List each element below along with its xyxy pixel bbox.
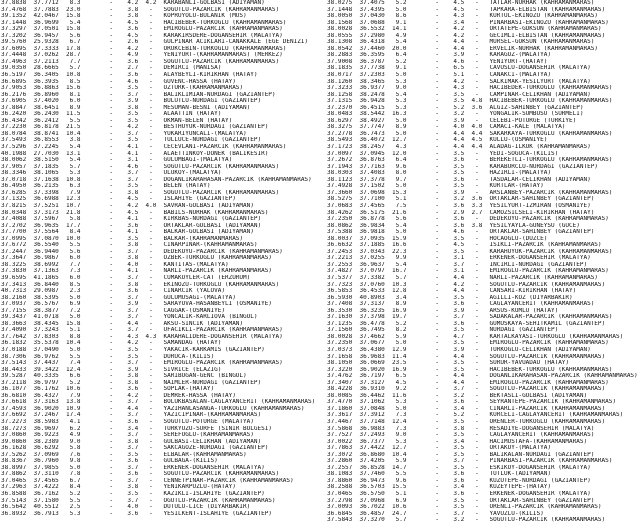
quake-row: 37.0995 37.0870 10.0 - 3.5 - BALKAR-(KAHRAMANMARAS) <box>1 235 244 242</box>
quake-row: 37.5843 37.3270 5.7 - 3.2 - SOGUTLU-PAZARCIK (KAHRAMANMARAS) <box>327 517 606 524</box>
quake-row: 37.4768 37.7883 23.0 - 3.8 - SOGUTLU-PAZARCIK (KAHRAMANMARAS) <box>1 6 280 13</box>
quake-row: 37.4467 37.7148 12.4 - 3.5 - ORENLER-TURKOGLU (KAHRAMANMARAS) <box>327 419 606 425</box>
quake-row: 37.1448 37.4395 5.0 - 4.5 - TAPKARA-ELBISTAN (KAHRAMANMARAS) <box>327 6 606 13</box>
quake-row: 37.0373 36.4380 12.9 - 3.9 - TURKOGLU-CELIKHAN (ADIYAMAN) <box>327 346 591 353</box>
quake-row: 37.5143 37.1580 5.5 - 3.7 - OGUTLU-PAZARCIK (KAHRAMANMARAS) <box>1 497 276 504</box>
quake-row: 37.1943 37.7163 9.6 - 3.5 - KARABURCLU-NURDAGI (GAZIANTEP) <box>327 163 598 170</box>
quake-row: 39.3437 41.0718 5.0 - 3.7 - YONCALIK-KARLIOVA (BINGOL) <box>1 314 258 321</box>
quake-row: 37.9053 36.8863 15.6 - 3.5 - OZTURK-(KAHRAMANMARAS) <box>1 85 244 92</box>
quake-row: 37.7408 37.3137 8.9 - 3.6 - CAGLAYANCERIT (KAHRAMANMARAS) <box>327 301 595 308</box>
quake-row: 37.0097 37.0945 12.0 - 3.5 - YEDI-SOGUCA-(KILIS) <box>327 150 559 157</box>
right-quake-list <box>327 0 639 532</box>
quake-row: 37.2350 37.0677 5.0 - 3.5 - EMIROGLU-PAZARCIK (KAHRAMANMARAS) <box>327 340 609 347</box>
quake-row: 38.0717 37.2303 5.0 - 5.1 - CANAKCI-(MALATYA) <box>327 72 551 79</box>
quake-row: 37.5377 37.3382 5.7 - 4.4 - NARLI-PAZARCIK (KAHRAMANMARAS) <box>327 274 598 281</box>
quake-row: 40.1988 27.7030 13.1 - 4.1 - ALAETTINKOY-DONEK (BALIKESIR) <box>1 150 269 157</box>
quake-row: 37.5262 37.0969 7.6 - 3.5 - ELBALAR-(KAHRAMANMARAS) <box>1 451 247 458</box>
quake-row: 38.2883 36.3595 6.4 - 3.9 - KARAGOZ-(MALATYA) <box>327 52 551 59</box>
quake-row: 36.1832 35.5378 10.4 - 4.2 - SAMANDAG (HATAY) <box>1 340 222 347</box>
quake-row: 37.0718 37.1638 10.8 - 3.7 - DOGANLIKARAHASAN-PAZARCIK (KAHRAMANMARAS) <box>1 176 312 183</box>
quake-row: 38.8997 37.9855 5.0 - 3.7 - ERKENEK-DOGANSEHIR (MALATYA) <box>1 464 265 471</box>
quake-row: 37.2963 37.4222 8.4 - 3.8 - YENIKARPUZLU-(HATAY) <box>1 484 236 491</box>
quake-row: 38.0348 37.3173 21.8 - 4.5 - BABILS-NURHAK (KAHRAMANMARAS) <box>1 209 269 216</box>
quake-row: 37.2778 36.7473 5.0 - 4.4 4.4 SAKARKAYA-TURKOGLU (KAHRAMANMARAS) <box>327 130 613 137</box>
quake-row: 38.0028 36.5532 14.1 - 4.2 - ORTATEPE-GOKSUN (KAHRAMANMARAS) <box>327 26 602 33</box>
quake-row: 38.1123 37.3778 9.7 - 3.6 - TASDALAR-CELIKHAN (ADIYAMAN) <box>327 176 591 183</box>
quake-row: 37.0022 36.7377 5.3 - 3.4 - HACIMUSTAFA-(KAHRAMANMARAS) <box>327 438 588 445</box>
quake-row: 36.5930 40.8903 3.4 - 3.5 - AGILLI-KOZ (DIYARBAKIR) <box>327 294 573 301</box>
quake-row: 37.4090 37.3243 5.1 - 3.7 - UFACIKLI-PAZARCIK (KAHRAMANMARAS) <box>1 327 283 334</box>
quake-row: 37.3072 36.8680 10.4 - 3.5 - BALIKALAN-NURDAGI (GAZIANTEP) <box>327 451 595 458</box>
quake-row: 37.4593 36.9020 10.9 - 4.4 - YAZIHANLASANGA-TURKOGLU (KAHRAMANMARAS) <box>1 405 305 412</box>
quake-row: 38.7273 36.9697 6.2 - 3.4 - TURKYUZU-SURFE (SINIR BOLGESI) <box>1 425 272 432</box>
quake-row: 36.2420 36.2430 11.5 - 3.5 - ALAATTIN (HATAY) <box>1 111 222 118</box>
quake-row: 37.7323 37.0760 10.3 - 4.2 - SOGUTLU-PAZARCIK (KAHRAMANMARAS) <box>327 281 606 288</box>
quake-row: 37.8847 38.6451 8.9 - 3.8 - MESUMAN-BESNI (ADIYAMAN) <box>1 104 251 111</box>
quake-row: 37.1658 36.9683 11.4 - 4.4 - SOGUTLU-PAZARCIK (KAHRAMANMARAS) <box>327 353 606 360</box>
quake-row: 37.3202 36.9457 5.6 - 4.5 - KARAKIRSDERE-DOGANSEHIR (MALATYA) <box>1 32 283 39</box>
quake-row: 37.1315 36.9428 5.3 - 3.5 4.8 HACIBEBEK-TURKOGLU (KAHRAMANMARAS) <box>327 98 613 105</box>
quake-row: 37.8862 37.3110 7.8 - 3.6 - SOGUTLU-PAZARCIK (KAHRAMANMARAS) <box>1 471 280 478</box>
quake-row: 38.4433 39.3422 12.4 - 3.9 - SIVRICE (ELAZIG) <box>1 366 222 373</box>
quake-row: 36.1628 36.6292 5.8 - 3.7 - SAKCAGOZE-NURDAGI (GAZIANTEP) <box>1 445 269 452</box>
quake-row: 37.7527 37.2493 9.0 - 3.5 - CAGLAYANCERIT (KAHRAMANMARAS) <box>327 432 595 439</box>
quake-row: 37.3413 36.8440 8.5 - 3.8 - EKINOZU-TURKOGLU (KAHRAMANMARAS) <box>1 281 280 288</box>
quake-row: 37.0093 36.7022 10.6 - 3.5 - ORENLI-PAZARCIK (KAHRAMANMARAS) <box>327 504 602 511</box>
quake-row: 36.8588 36.7162 5.2 - 3.5 - KAZIKLI-ISLAHIYE (GAZIANTEP) <box>1 491 265 498</box>
quake-row: 36.6895 36.3935 8.5 - 4.6 - GUVENC-HASSA (HATAY) <box>1 78 236 85</box>
quake-row: 36.4950 36.2135 6.3 - 3.5 - BELEN (HATAY) <box>1 183 211 190</box>
quake-row: 36.2176 36.8960 8.1 - 3.7 - BALIKLIMIAN-NURDAGI (GAZIANTEP) <box>1 91 276 98</box>
quake-row: 38.0303 37.4083 8.0 - 3.5 - HAZIRLI-(MALATYA) <box>327 170 551 177</box>
quake-row: 38.2588 36.5703 15.5 - 3.4 - KUZEYTEPE-(HATAY) <box>327 484 551 491</box>
quake-row: 37.5493 36.8553 3.8 - 3.5 - TULLUCE-NURDAGI (GAZIANTEP) <box>1 137 262 144</box>
quake-row: 39.1352 42.0467 15.8 - 3.8 - KOPRUYOLU-BULANIK (MUS) <box>1 13 247 20</box>
quake-row: 37.4770 37.1062 5.3 - 3.6 - SEYRANTEPE-PAZARCIK (KAHRAMANMARAS) <box>327 399 616 406</box>
quake-row: 37.2213 37.0255 9.9 - 3.1 - ERKENEK-DOGANSEHIR (MALATYA) <box>327 255 591 262</box>
quake-row: 38.3663 38.4345 15.8 - 4.4 - AKSU-SINCIK (ADIYAMAN) <box>1 320 244 327</box>
quake-row: 36.3530 36.3235 16.9 - 3.9 - ARSUS-KUMLU (HATAY) <box>327 307 559 314</box>
quake-row: 38.2160 38.5395 5.0 - 3.7 - GULUMUSAGI-(MALATYA) <box>1 294 236 301</box>
quake-row: 37.5868 36.9883 7.3 - 3.8 - RESADIYE-DOGANSEHIR (MALATYA) <box>327 425 595 432</box>
quake-row: 37.5296 37.2245 5.4 - 4.1 - CECEVLANI-PAZARCIK (KAHRAMANMARAS) <box>1 144 287 151</box>
quake-row: 38.1568 37.0688 9.1 - 3.4 - PINARBASI-EKINOZU (KAHRAMANMARAS) <box>327 19 609 26</box>
quake-row: 37.1630 37.3798 19.7 - 3.7 - SADAKALAR-PAZARCIK (KAHRAMANMARAS) <box>327 314 613 321</box>
quake-row: 38.8367 36.7960 9.8 - 3.6 - GULBAGA-(KILIS) <box>1 458 218 465</box>
quake-row: 37.2118 36.9797 5.2 - 3.8 - NAIMLER-NURDAGI (GAZIANTEP) <box>1 379 262 386</box>
quake-row: 37.4827 37.0797 16.7 - 3.1 - EMIROGLU-PAZARCIK (KAHRAMANMARAS) <box>327 268 609 275</box>
quake-row: 37.3220 36.9020 16.9 - 3.5 - HACIBEBEK-TURKOGLU (KAHRAMANMARAS) <box>327 366 613 373</box>
quake-row: 37.6618 37.3163 13.8 - 3.7 - BOLUKBASALAN-CAGLAYANCERIT (KAHRAMANMARAS) <box>1 399 316 406</box>
quake-row: 37.1560 36.7495 8.2 - 3.5 - NURDAGI (GAZIANTEP) <box>327 327 559 334</box>
quake-row: 37.5143 37.4437 7.4 - 3.7 - EMIROGLU-PAZARCIK (KAHRAMANMARAS) <box>1 360 283 367</box>
quake-row: 37.0860 36.9223 4.9 - 3.7 - SEREFOGLU-(KAHRAMANMARAS) <box>1 432 254 439</box>
quake-row: 36.8932 36.7913 5.3 - 3.6 - YESILKENT-ISLAHIYE (GAZIANTEP) <box>1 510 272 517</box>
quake-row: 40.7313 29.0987 2.3 - 3.6 - CINARCIK (YALOVA) <box>1 288 225 295</box>
quake-row: 38.0542 37.4460 20.0 - 4.4 - ERVELIK-NURHAK (KAHRAMANMARAS) <box>327 45 598 52</box>
quake-row: 37.0683 37.4565 7.5 - 3.6 3.3 YESILYURT-IZMIRAN (OSMANIYE) <box>327 202 591 209</box>
quake-row: 38.7306 36.9762 5.5 - 3.5 - DURUCA-(KILIS) <box>1 353 215 360</box>
quake-row: 37.0465 37.4565 6.7 - 3.7 - CENNETPINAR-PAZARCIK (KAHRAMANMARAS) <box>1 477 294 484</box>
quake-row: 37.9057 37.1835 5.7 - 4.6 - SOGUTLU-PAZARCIK (KAHRAMANMARAS) <box>1 163 280 170</box>
quake-row: 37.3617 37.3912 7.3 - 5.2 - KURCELI-CAGLAYANCERIT (KAHRAMANMARAS) <box>327 412 624 419</box>
quake-row: 38.0483 38.5442 16.3 - 3.2 - YONGALIK-SUMBUSU (SURMELI) <box>327 111 584 118</box>
quake-row: 37.0465 36.5750 5.1 - 3.6 - ERKENEK-DOGANSEHIR (MALATYA) <box>327 491 591 498</box>
quake-row: 37.4762 36.7197 6.5 - 4.4 - DOGANLIKARAHASAN-PAZARCIK (KAHRAMANMARAS) <box>327 373 638 380</box>
quake-row: 38.5493 36.4072 12.7 - 4.4 4.5 KULLU-(OSMANIYE) <box>327 137 548 144</box>
quake-row: 37.6692 37.2467 17.4 - 3.7 - YAZICIPINAR-(KAHRAMANMARAS) <box>1 412 262 419</box>
quake-row: 38.4262 36.5175 21.6 - 2.9 2.7 CAMOZSILSELI-KIRIKHAN (HATAY) <box>327 209 595 216</box>
quake-row: 38.0275 37.4075 5.2 - 4.5 - TATLAR-NURHAK (KAHRAMANMARAS) <box>327 0 595 6</box>
quake-row: 38.3275 37.7747 8.9 - 4.0 4.0 CAMACI-KALE (MALATYA) <box>327 124 566 131</box>
quake-row: 38.1308 36.4318 5.4 - 4.4 - MURSEL-GOKSUN (KAHRAMANMARAS) <box>327 39 595 46</box>
quake-row: 38.4228 36.9310 9.2 - 3.7 - SOGUTLU-PAZARCIK (KAHRAMANMARAS) <box>327 386 606 393</box>
quake-row: 37.7642 37.8303 8.8 - 4.3 4.3 KARAHALIDERE-DOGANSEHIR (MALATYA) <box>1 333 283 340</box>
quake-row: 37.9008 36.3787 5.2 - 4.6 - YENIYURT-(HATAY) <box>327 58 548 65</box>
quake-row: 37.3233 36.9377 9.0 - 4.3 - HACIBEDEK-TURKOGLU (KAHRAMANMARAS) <box>327 85 613 92</box>
quake-row: 37.8860 36.9473 9.6 - 3.6 - KUZUTEPE-NURDAGI (GAZIANTEP) <box>327 477 591 484</box>
quake-row: 36.5197 36.3405 10.8 - 3.6 - ALAYBEYLI-KIRIKHAN (HATAY) <box>1 72 258 79</box>
quake-row: 36.5642 40.5512 2.5 - 4.0 - DUTULU-LICE (DIYARBAKIR) <box>1 504 251 511</box>
quake-row: 38.3346 38.1065 5.3 - 3.7 - ULUKOY-(MALATYA) <box>1 170 222 177</box>
quake-row: 38.3225 38.6992 7.7 - 4.0 - KANTITAS-(MALATYA) <box>1 261 229 268</box>
quake-row: 39.5287 40.3335 6.6 - 3.8 - SARIBOGAN-GENC (BINGOL) <box>1 373 247 380</box>
quake-row: 37.6285 37.3398 7.9 - 3.8 - SOGUTLU-PAZARCIK (KAHRAMANMARAS) <box>1 189 280 196</box>
quake-row: 36.6632 37.1885 16.6 - 4.5 - ISIKLI-PAZARCIK (KAHRAMANMARAS) <box>327 242 602 249</box>
quake-row: 38.0050 37.0430 8.6 - 4.3 - KURTUL-EKINOZU (KAHRAMANMARAS) <box>327 13 598 20</box>
quake-row: 37.2860 37.4205 5.9 - 3.7 - PINARBASI-PAZARCIK (KAHRAMANMARAS) <box>327 458 613 465</box>
quake-row: 37.3297 37.0501 15.8 - 3.6 - EMIROGLU-PAZARCIK (KAHRAMANMARAS) <box>1 26 283 33</box>
quake-row: 38.0062 38.5150 5.4 - 3.1 - GULUMBAGI-(MALATYA) <box>1 157 233 164</box>
quake-row: 37.1723 38.2457 4.3 - 4.4 4.4 ALADAG-ILKOK (KAHRAMANMARAS) <box>327 144 591 151</box>
quake-row: 38.0037 37.0935 15.9 - 3.5 - HOCAOGLU-(DUZCE) <box>327 235 548 242</box>
quake-row: 37.2447 36.9440 5.6 - 3.7 - DEDEKOYU-PAZARCIK (KAHRAMANMARAS) <box>1 248 283 255</box>
quake-row: 38.1050 36.0669 23.5 - 3.5 - SURUR-YAVUADAU (HATAY) <box>327 360 570 367</box>
quake-row: 36.4342 36.2412 5.5 - 3.5 - OKMAN-BELEN (HATAY) <box>1 117 233 124</box>
quake-row: 38.1258 38.2478 5.4 - 3.5 - CAMPINAR-CELIKHAN (ADIYAMAN) <box>327 91 591 98</box>
quake-row: 37.6772 36.5540 5.5 - 3.8 - CINARPINAR-(KAHRAMANMARAS) <box>1 242 258 249</box>
quake-row: 39.5760 25.9328 6.7 - 2.6 - GULPINAR ACIKLARI-CANAKKALE (EGE DENIZI) <box>1 39 309 46</box>
quake-row: 39.0860 38.2389 9.0 - 3.8 - GULBASI-CELIKHAN (ADIYAMAN) <box>1 438 262 445</box>
quake-row: 37.2230 36.8178 21.5 - 4.2 - BESTHUYUK-NURDAGI (GAZIANTEP) <box>1 124 269 131</box>
quake-row: 37.4088 37.5967 5.8 - 4.1 - KIRKBAS-NURDAGI (GAZIANTEP) <box>1 216 262 223</box>
quake-row: 38.5275 37.7100 5.1 - 3.2 3.6 ORTAKLAR-SAHINBEY (GAZIANTEP) <box>327 196 595 203</box>
quake-row: 37.5388 36.9818 5.0 - 4.6 - ORTAKLAR-SAHINBEY (GAZIANTEP) <box>327 229 595 236</box>
quake-row: 38.0028 37.4662 5.9 - 4.7 - KARTALKAYASI-TURKOGLU (KAHRAMANMARAS) <box>327 333 624 340</box>
quake-row: 37.4963 37.2113 7.7 - 3.6 - SOGUTLU-PAZARCIK (KAHRAMANMARAS) <box>1 58 280 65</box>
left-quake-list <box>1 0 319 532</box>
quake-row: 37.7155 38.3877 7.2 - 3.7 - CAGGAK-(OSMANIYE) <box>1 307 225 314</box>
quake-row: 39.6595 41.1865 6.0 - 3.7 - CUMAKOYLER-CAT (ERZURUM) <box>1 274 251 281</box>
quake-row: 37.3830 37.1363 7.3 - 4.1 - NARLI-PAZARCIK (KAHRAMANMARAS) <box>1 268 272 275</box>
quake-row: 37.2798 37.0968 6.9 - 3.5 - ORTAKLAR-SAHINBEY (GAZIANTEP) <box>327 497 595 504</box>
quake-row: 37.8838 37.7712 8.3 - 4.2 4.2 KARABANLI-GOLBASI (ADIYAMAN) <box>1 0 265 6</box>
quake-row: 37.1235 36.4778 5.2 - 3.6 - GUMUSKAYA-SEHITKAMIL (GAZIANTEP) <box>327 320 606 327</box>
quake-row: 37.3407 37.3127 4.5 - 4.4 - EMIROGLU-PAZARCIK (KAHRAMANMARAS) <box>327 379 609 386</box>
quake-row: 37.4448 37.0262 28.7 - 4.9 - YENIYURT-(KAHRAMANMARAS) (MERKEZ) <box>1 52 283 59</box>
quake-row: 36.6845 36.4857 24.7 - 3.7 - YAVUZLU-(KILIS) <box>327 510 544 517</box>
quake-row: 38.1260 38.3465 5.3 - 4.2 - SALKIMAK-YESILYURT (MALATYA) <box>327 78 591 85</box>
quake-row: 37.2553 36.9637 5.4 - 3.7 - INCIRLI-NURDAGI (GAZIANTEP) <box>327 261 588 268</box>
quake-row: 37.4928 37.1502 5.0 - 3.5 - KURTLAR-(HATAY) <box>327 183 544 190</box>
quake-row: 38.0555 37.2980 4.9 - 4.2 - GECIMLI-ELBISTAN (KAHRAMANMARAS) <box>327 32 606 39</box>
quake-row: 38.1835 37.7738 9.1 - 6.5 - CAVUSLU-DOGANSEHIR (MALATYA) <box>327 65 591 72</box>
quake-row: 37.3647 36.9867 6.0 - 3.8 - OZBEK-TURKOGLU (KAHRAMANMARAS) <box>1 255 272 262</box>
quake-row: 37.2370 36.4515 5.3 - 5.2 3.6 ALGIZ-SAHINBEY (GAZIANTEP) <box>327 104 584 111</box>
quake-row: 37.0188 37.0490 5.0 - 3.5 - YAKACIK-KARKAMIS (GAZIANTEP) <box>1 346 265 353</box>
quake-row: 38.0085 36.4462 11.6 - 3.2 - BEKTASLI-GOLBASI (ADIYAMAN) <box>327 392 588 399</box>
quake-row: 38.6297 38.4927 5.0 - 3.9 - CELEBI-POTURGE (TURKIYE) <box>327 117 577 124</box>
quake-row: 37.8215 37.5251 10.7 - 4.2 4.0 SAVRAN-GOLBASI (ADIYAMAN) <box>1 202 254 209</box>
quake-row: 37.2273 38.5983 4.1 - 3.6 - SOGUTLU-POTURGE (MALATYA) <box>1 419 254 425</box>
quake-row: 38.0862 36.9834 5.4 - 3.6 3.8 YESILYAYLA-GUNEYSU (GUCE) <box>327 222 580 229</box>
quake-row: 37.7863 37.4422 12.7 - 3.5 - ORTAKOY-(MALATYA) <box>327 445 551 452</box>
quake-row: 36.6810 36.4327 7.9 - 4.2 - DEMREK-HASSA (HATAY) <box>1 392 236 399</box>
quake-row: 37.6095 37.3333 17.8 - 4.2 - ORUKCEBIN-TURKOGLU (KAHRAMANMARAS) <box>1 45 287 52</box>
quake-row: 37.1448 36.9699 5.4 - 4.5 - HACIBEBEK-TURKOGLU (KAHRAMANMARAS) <box>1 19 287 26</box>
quake-row: 36.5853 36.4533 12.8 - 4.4 - CANSARI-KIRIKHAN (HATAY) <box>327 288 577 295</box>
quake-row: 38.1083 37.7460 5.5 - 3.6 - TUTLUK-(ADIYAMAN) <box>327 471 551 478</box>
quake-row: 37.3660 37.0698 15.3 - 3.9 - ARSLANBEY-PAZARCIK (KAHRAMANMARAS) <box>327 189 613 196</box>
quake-row: 37.2453 37.0343 22.3 - 3.5 - KARAHUYUK-PAZARCIK (KAHRAMANMARAS) <box>327 248 613 255</box>
quake-row: 39.0350 28.6665 5.7 - 2.7 - DEMIRCI (MANISA) <box>1 65 222 72</box>
quake-row: 37.7700 37.5564 8.4 - 4.1 - BALKAR-GOLBASI (ADIYAMAN) <box>1 229 254 236</box>
quake-row: 37.2702 36.9635 17.7 - 3.6 - ORTAKLAR-GOLBASI (ADIYAMAN) <box>1 222 262 229</box>
quake-row: 37.1325 36.6988 12.3 - 4.5 - ISLAHIYE (GAZIANTEP) <box>1 196 236 203</box>
quake-row: 37.2350 36.8778 5.6 - 3.6 - DEDEKOYU-PAZARCIK (KAHRAMANMARAS) <box>327 216 609 223</box>
quake-row: 37.2557 36.8528 14.7 - 3.5 - ESKIKOY-DOGANSEHIR (MALATYA) <box>327 464 591 471</box>
quake-row: 37.0937 36.5767 6.9 - 3.9 - SARAYOVA-HASANBEYLI (OSMANIYE) <box>1 301 272 308</box>
quake-row: 37.1860 37.0848 5.0 - 3.4 - CINARLI-PAZARCIK (KAHRAMANMARAS) <box>327 405 606 412</box>
quake-row: 37.2672 36.8763 6.4 - 3.6 - BEREKETLI-TURKOGLU (KAHRAMANMARAS) <box>327 157 613 164</box>
quake-row: 36.1077 36.1762 10.6 - 3.6 - SOPLAK-(HATAY) <box>1 386 215 393</box>
quake-row: 37.6905 37.4020 6.0 - 3.9 - BULUTLU-NURDAGI (GAZIANTEP) <box>1 98 262 105</box>
quake-row: 38.0784 38.8741 10.4 - 3.7 - YUKARIYUNCALI-(MALATYA) <box>1 130 247 137</box>
